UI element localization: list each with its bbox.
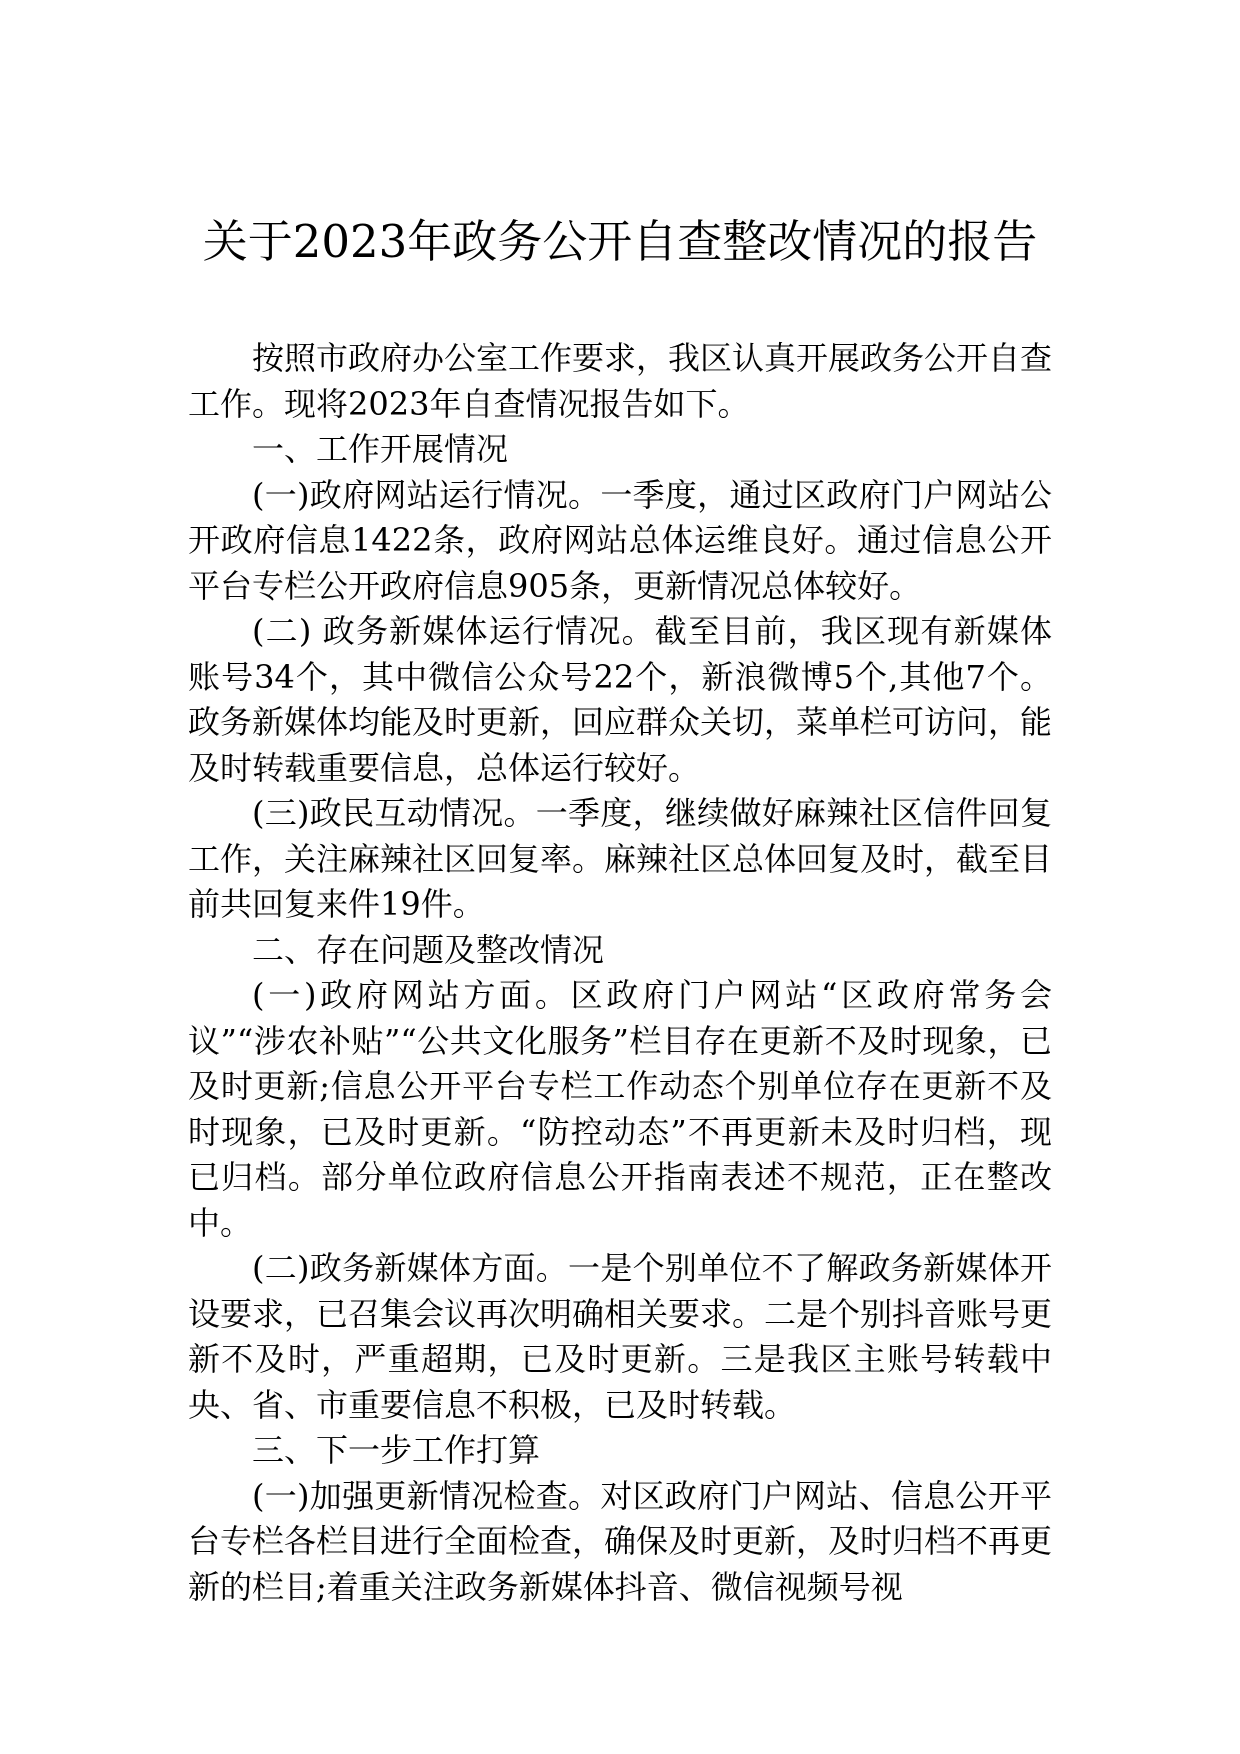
paragraph-new-media-operation: (二) 政务新媒体运行情况。截至目前，我区现有新媒体账号34个，其中微信公众号22个，新浪微博5个,其他7个。政务新媒体均能及时更新，回应群众关切，菜单栏可访问，能及时转载重要信息，总体运行较好。 <box>188 612 1053 787</box>
document-body <box>188 336 1052 1610</box>
document-title: 关于2023年政务公开自查整改情况的报告 <box>202 215 1038 268</box>
section-heading-3: 三、下一步工作打算 <box>252 1431 541 1469</box>
section-heading-2: 二、存在问题及整改情况 <box>252 930 605 969</box>
paragraph-next-steps: (一)加强更新情况检查。对区政府门户网站、信息公开平台专栏各栏目进行全面检查，确保及时更新，及时归档不再更新的栏目;着重关注政务新媒体抖音、微信视频号视 <box>188 1476 1053 1606</box>
paragraph-website-issues: (一)政府网站方面。区政府门户网站“区政府常务会议”“涉农补贴”“公共文化服务”栏目存在更新不及时现象，已及时更新;信息公开平台专栏工作动态个别单位存在更新不及时现象，已及时更新。“防控动态”不再更新未及时归档，现已归档。部分单位政府信息公开指南表述不规范，正在整改中。 <box>188 976 1052 1242</box>
section-heading-1: 一、工作开展情况 <box>252 430 509 468</box>
paragraph-interaction: (三)政民互动情况。一季度，继续做好麻辣社区信件回复工作，关注麻辣社区回复率。麻辣社区总体回复及时，截至目前共回复来件19件。 <box>188 794 1053 923</box>
paragraph-website-operation: (一)政府网站运行情况。一季度，通过区政府门户网站公开政府信息1422条，政府网站总体运维良好。通过信息公开平台专栏公开政府信息905条，更新情况总体较好。 <box>188 475 1052 605</box>
paragraph-new-media-issues: (二)政务新媒体方面。一是个别单位不了解政务新媒体开设要求，已召集会议再次明确相关要求。二是个别抖音账号更新不及时，严重超期，已及时更新。三是我区主账号转载中央、省、市重要信息不积极，已及时转载。 <box>188 1249 1053 1424</box>
paragraph-intro: 按照市政府办公室工作要求，我区认真开展政务公开自查工作。现将2023年自查情况报告如下。 <box>188 339 1053 423</box>
